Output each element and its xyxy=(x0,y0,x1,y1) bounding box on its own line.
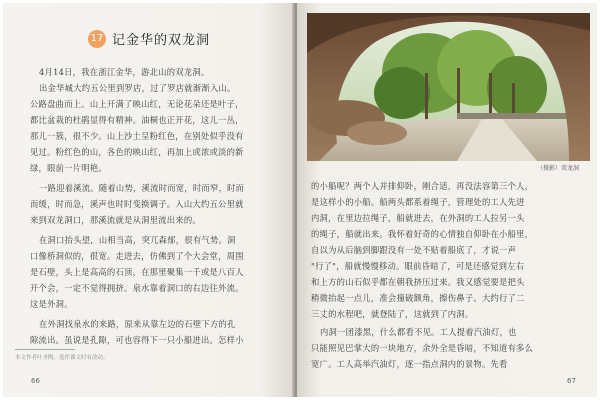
left-text-line: 隙流出。虽说是孔隙，可也容得下一只小船进出。怎样小 xyxy=(30,335,244,345)
lesson-heading xyxy=(3,29,295,48)
right-text-line: 和上方的山石似乎都在朝我挤压过来。我又感觉要是把头 xyxy=(311,277,525,287)
left-text-line: 口像桥洞似的，很宽。走进去，仿佛到了个大会堂，周围 xyxy=(30,251,244,261)
right-text-line: 只能照见巴掌大的一块地方，余外全是昏暗，不知道有多么 xyxy=(311,343,534,353)
right-text-line: 三丈的水程吧，就登陆了，这就到了内洞。 xyxy=(311,309,474,319)
left-text-line: 是石壁，头上是高高的石顶，在那里聚集一千或是八百人 xyxy=(30,267,244,277)
left-text-line: 一路迎着溪流。随着山势，溪流时而宽，时而窄，时而 xyxy=(39,183,245,193)
left-text-line: 见过。粉红色的山，各色的映山红，再加上或浓或淡的新 xyxy=(30,147,244,157)
left-text-line: 来到双龙洞口，那溪流就是从洞里流出来的。 xyxy=(30,215,201,225)
right-text-line: 内洞一团漆黑，什么都看不见。工人提着汽油灯，也 xyxy=(320,327,517,337)
left-page-number: 66 xyxy=(31,377,40,385)
footnote-divider xyxy=(15,349,75,350)
cave-entrance-photo xyxy=(307,13,590,161)
photo-caption: （摄影）双龙洞 xyxy=(537,165,580,172)
textbook-spread xyxy=(3,3,597,397)
right-text-line: 是这样小的小船。船两头都系着绳子，管理处的工人先进 xyxy=(311,197,525,207)
left-text-line: 这是外洞。 xyxy=(30,299,73,309)
left-text-line: 那儿一簇，很不少。山上沙土呈粉红色，在别处似乎没有 xyxy=(30,131,244,141)
left-text-line: 在外洞找泉水的来路，原来从靠左边的石壁下方的孔 xyxy=(39,319,236,329)
right-text-line: 内洞，在里边拉绳子，船就进去，在外洞的工人拉另一头 xyxy=(311,213,525,223)
left-text-line: 在洞口抬头望，山相当高，突兀森郁，很有气势。洞 xyxy=(39,235,236,245)
left-text-line: 4月14日，我在浙江金华，游北山的双龙洞。 xyxy=(39,67,210,77)
right-page-number: 67 xyxy=(567,377,576,385)
lesson-number-badge: 17 xyxy=(88,30,106,48)
right-text-line: 稍微抬起一点儿，准会撞破额角，擦伤鼻子。大约行了二 xyxy=(311,293,525,303)
right-text-line: 宽广。工人高举汽油灯，逐一指点洞内的景物。先看 xyxy=(311,359,508,369)
left-text-line: 公路盘曲而上。山上开满了映山红，无论花朵还是叶子， xyxy=(30,99,244,109)
right-text-line: 自以为从后脑到脚跟没有一处不贴着船底了，才说一声 xyxy=(311,245,517,255)
lesson-title: 记金华的双龙洞 xyxy=(111,33,210,48)
left-text-line: 开个会，一定不觉得拥挤。泉水靠着洞口的右边往外流。 xyxy=(30,283,244,293)
right-text-line: 的绳子，船就出来。我怀着好奇的心情独自仰卧在小船里， xyxy=(311,229,534,239)
right-page xyxy=(297,3,597,397)
footnote: 本文作者叶圣陶，选作课文时有改动。 xyxy=(15,355,109,361)
left-text-line: 绿，眼前一片明艳。 xyxy=(30,163,107,173)
left-text-line: 都比盆栽的杜鹃显得有精神。油桐也正开花，这儿一丛， xyxy=(30,115,244,125)
left-page xyxy=(3,3,295,397)
left-text-line: 出金华城大约五公里到罗店，过了罗店就渐渐入山。 xyxy=(39,83,236,93)
left-text-line: 而缓，时而急，溪声也时时变换调子。入山大约五公里就 xyxy=(30,199,244,209)
right-text-line: "行了"，船就慢慢移动。眼前昏暗了，可是还感觉到左右 xyxy=(311,261,525,271)
right-text-line: 的小船呢？两个人并排仰卧，刚合适，再没法容第三个人， xyxy=(311,181,534,191)
